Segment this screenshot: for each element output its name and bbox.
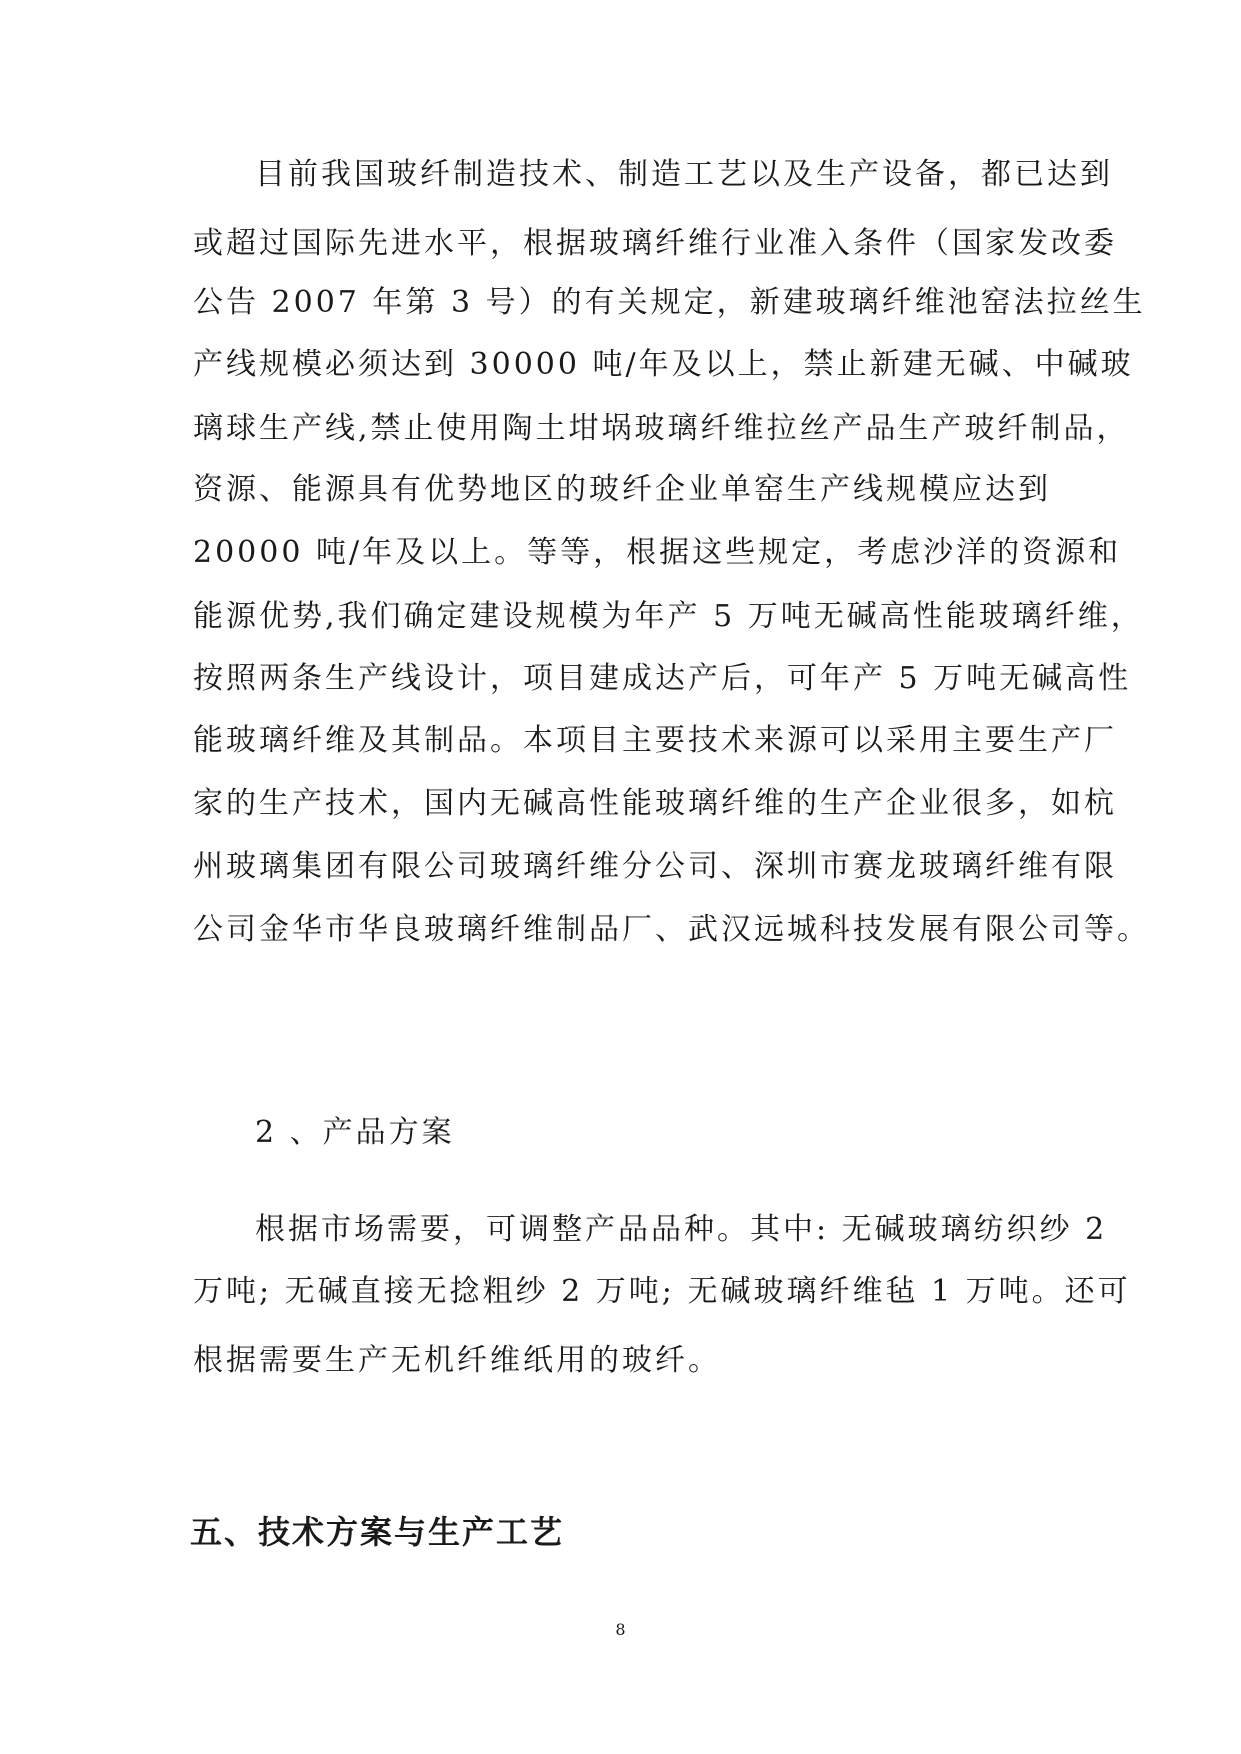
paragraph1-line-2: 或超过国际先进水平，根据玻璃纤维行业准入条件（国家发改委 [193,226,1117,261]
page-number: 8 [615,1620,626,1639]
paragraph2-line-1: 根据市场需要，可调整产品品种。其中: 无碱玻璃纺织纱 2 [255,1212,1108,1247]
paragraph1-line-13: 公司金华市华良玻璃纤维制品厂、武汉远城科技发展有限公司等。 [193,912,1150,947]
paragraph1-line-5: 璃球生产线,禁止使用陶土坩埚玻璃纤维拉丝产品生产玻纤制品， [193,411,1130,446]
paragraph1-line-11: 家的生产技术，国内无碱高性能玻璃纤维的生产企业很多，如杭 [193,786,1117,821]
paragraph1-line-12: 州玻璃集团有限公司玻璃纤维分公司、深圳市赛龙玻璃纤维有限 [193,849,1117,884]
paragraph1-line-8: 能源优势,我们确定建设规模为年产 5 万吨无碱高性能玻璃纤维， [193,599,1144,634]
section-heading: 五、技术方案与生产工艺 [190,1513,565,1551]
paragraph1-line-7: 20000 吨/年及以上。等等，根据这些规定，考虑沙洋的资源和 [193,535,1122,570]
paragraph1-line-6: 资源、能源具有优势地区的玻纤企业单窑生产线规模应达到 [193,472,1051,507]
item2-title: 2 、产品方案 [255,1115,455,1150]
paragraph2-line-2: 万吨; 无碱直接无捻粗纱 2 万吨; 无碱玻璃纤维毡 1 万吨。还可 [193,1274,1131,1309]
paragraph1-line-10: 能玻璃纤维及其制品。本项目主要技术来源可以采用主要生产厂 [193,723,1117,758]
paragraph1-line-3: 公告 2007 年第 3 号）的有关规定，新建玻璃纤维池窑法拉丝生 [193,285,1146,320]
paragraph2-line-3: 根据需要生产无机纤维纸用的玻纤。 [193,1343,721,1378]
paragraph1-line-1: 目前我国玻纤制造技术、制造工艺以及生产设备，都已达到 [255,157,1113,192]
paragraph1-line-9: 按照两条生产线设计，项目建成达产后，可年产 5 万吨无碱高性 [193,661,1132,696]
paragraph1-line-4: 产线规模必须达到 30000 吨/年及以上，禁止新建无碱、中碱玻 [193,347,1134,382]
